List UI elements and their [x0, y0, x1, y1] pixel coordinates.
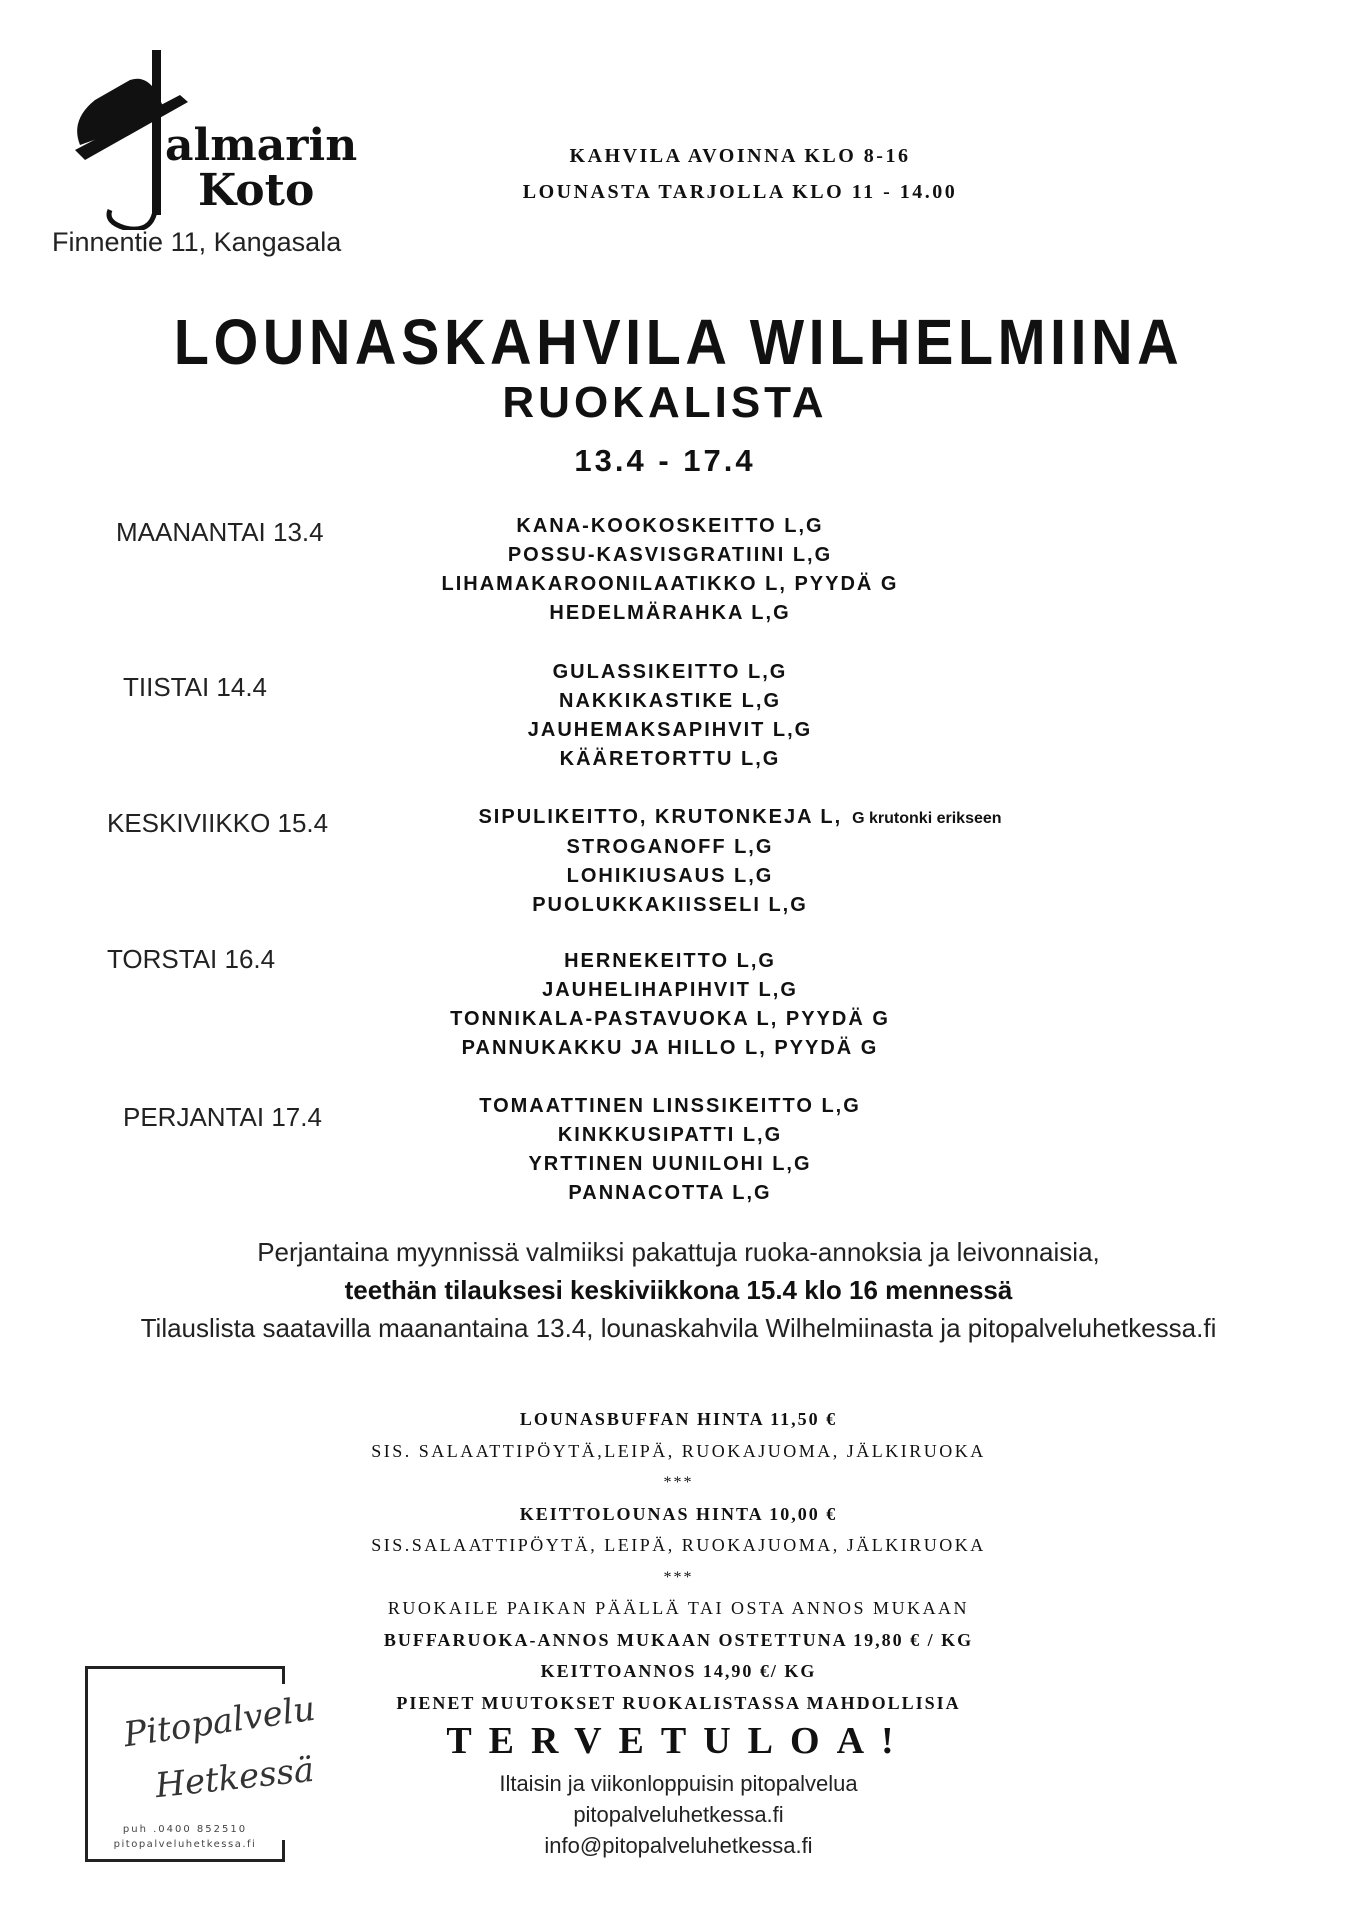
dish-list — [330, 1092, 1010, 1208]
hat-and-cane-icon — [70, 50, 360, 230]
takeaway-buffet-price: BUFFARUOKA-ANNOS MUKAAN OSTETTUNA 19,80 € / KG — [383, 1629, 974, 1650]
dish-item: KANA-KOOKOSKEITTO L,G — [516, 515, 824, 537]
welcome-text: TERVETULOA! — [446, 1720, 911, 1762]
buffet-price: LOUNASBUFFAN HINTA 11,50 € — [519, 1409, 838, 1429]
dish-item: JAUHELIHAPIHVIT L,G — [542, 979, 798, 1001]
day-label: KESKIVIIKKO 15.4 — [107, 808, 329, 838]
dish-item: PANNUKAKKU JA HILLO L, PYYDÄ G — [461, 1037, 879, 1059]
dish-item: HERNEKEITTO L,G — [564, 950, 776, 972]
frame-line — [85, 1859, 284, 1862]
badge-phone: puh .0400 852510 — [122, 1824, 248, 1835]
dish-list — [330, 947, 1010, 1063]
footer-email[interactable]: info@pitopalveluhetkessa.fi — [544, 1833, 813, 1858]
day-label: MAANANTAI 13.4 — [116, 517, 324, 547]
footer-website[interactable]: pitopalveluhetkessa.fi — [573, 1802, 784, 1827]
separator: *** — [663, 1568, 694, 1586]
badge-script-line-2: Hetkessä — [153, 1749, 316, 1807]
address: Finnentie 11, Kangasala — [52, 227, 342, 257]
order-info — [0, 1233, 1357, 1347]
info-line-2: teethän tilauksesi keskiviikkona 15.4 klo 16 mennessä — [344, 1275, 1013, 1305]
page-title: LOUNASKAHVILA WILHELMIINA — [173, 306, 1184, 378]
soup-price: KEITTOLOUNAS HINTA 10,00 € — [519, 1503, 838, 1524]
dish-item: LIHAMAKAROONILAATIKKO L, PYYDÄ G — [441, 573, 899, 595]
lunch-hours: LOUNASTA TARJOLLA KLO 11 - 14.00 — [522, 181, 958, 203]
dish-list — [330, 658, 1010, 774]
menu-subtitle: RUOKALISTA — [502, 378, 828, 427]
dish-text: SIPULIKEITTO, KRUTONKEJA L, — [478, 806, 843, 828]
svg-text:almarin: almarin — [165, 120, 358, 171]
dish-item: PANNACOTTA L,G — [568, 1182, 772, 1204]
soup-includes: SIS.SALAATTIPÖYTÄ, LEIPÄ, RUOKAJUOMA, JÄLKIRUOKA — [371, 1535, 986, 1555]
badge-url: pitopalveluhetkessa.fi — [113, 1839, 257, 1850]
opening-hours — [430, 138, 1050, 210]
restaurant-logo — [70, 50, 360, 230]
takeaway-soup-price: KEITTOANNOS 14,90 €/ KG — [540, 1661, 817, 1681]
date-range: 13.4 - 17.4 — [574, 443, 756, 478]
buffet-includes: SIS. SALAATTIPÖYTÄ,LEIPÄ, RUOKAJUOMA, JÄLKIRUOKA — [371, 1440, 986, 1461]
dish-item: POSSU-KASVISGRATIINI L,G — [507, 544, 833, 566]
footer-line-1: Iltaisin ja viikonloppuisin pitopalvelua — [499, 1771, 858, 1796]
badge-script-line-1: Pitopalvelu — [121, 1688, 318, 1756]
info-line-3: Tilauslista saatavilla maanantaina 13.4, lounaskahvila Wilhelmiinasta ja pitopalveluhetkessa.fi — [140, 1313, 1217, 1343]
cafe-hours: KAHVILA AVOINNA KLO 8-16 — [569, 145, 911, 167]
dish-list — [330, 512, 1010, 628]
catering-logo — [85, 1666, 318, 1862]
day-label: PERJANTAI 17.4 — [123, 1102, 322, 1132]
dish-list — [330, 803, 1010, 920]
eat-in-note: RUOKAILE PAIKAN PÄÄLLÄ TAI OSTA ANNOS MUKAAN — [387, 1598, 970, 1618]
dish-item — [330, 803, 1010, 833]
dish-item: STROGANOFF L,G — [566, 836, 774, 858]
dish-item: TOMAATTINEN LINSSIKEITTO L,G — [479, 1095, 861, 1117]
changes-note: PIENET MUUTOKSET RUOKALISTASSA MAHDOLLISIA — [396, 1692, 961, 1713]
dish-item: KÄÄRETORTTU L,G — [559, 748, 781, 770]
dish-item: KINKKUSIPATTI L,G — [557, 1124, 783, 1146]
dish-item: PUOLUKKAKIISSELI L,G — [532, 894, 808, 916]
day-label: TORSTAI 16.4 — [107, 944, 276, 974]
dish-item: LOHIKIUSAUS L,G — [566, 865, 774, 887]
dish-item: TONNIKALA-PASTAVUOKA L, PYYDÄ G — [450, 1008, 890, 1030]
day-label: TIISTAI 14.4 — [123, 672, 268, 702]
dish-item: YRTTINEN UUNILOHI L,G — [528, 1153, 812, 1175]
frame-line — [85, 1666, 284, 1669]
frame-line — [282, 1666, 285, 1684]
info-line-1: Perjantaina myynnissä valmiiksi pakattuja ruoka-annoksia ja leivonnaisia, — [257, 1237, 1100, 1267]
dish-item: GULASSIKEITTO L,G — [552, 661, 788, 683]
dish-item: NAKKIKASTIKE L,G — [559, 690, 781, 712]
dish-item: HEDELMÄRAHKA L,G — [549, 602, 791, 624]
dish-item: JAUHEMAKSAPIHVIT L,G — [527, 719, 813, 741]
separator: *** — [663, 1474, 694, 1491]
dish-note: G krutonki erikseen — [852, 810, 1002, 827]
svg-text:Koto: Koto — [198, 165, 315, 216]
